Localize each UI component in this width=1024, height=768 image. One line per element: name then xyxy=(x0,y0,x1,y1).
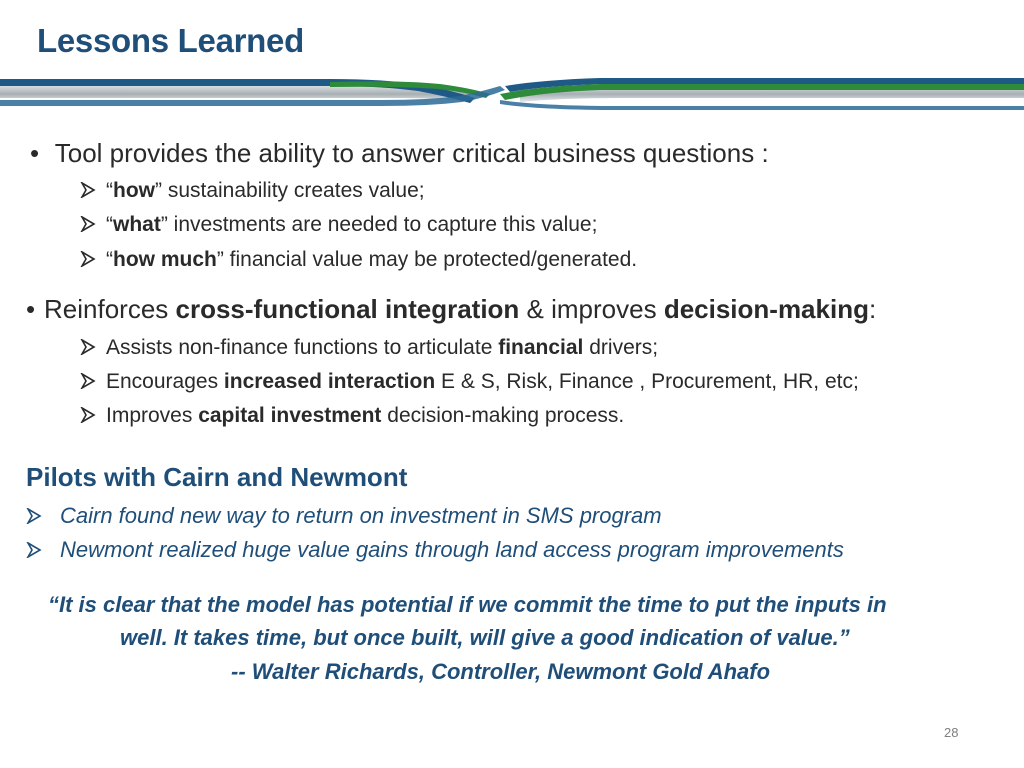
bullet-item: • Reinforces cross-functional integration & improves decision-making: xyxy=(26,294,877,324)
quote-attribution: -- Walter Richards, Controller, Newmont Gold Ahafo xyxy=(231,659,771,684)
bullet-emphasis: cross-functional integration xyxy=(175,294,520,324)
sub-bullet-emphasis: increased interaction xyxy=(223,370,436,393)
bullet-emphasis: decision-making xyxy=(663,294,869,324)
page-number: 28 xyxy=(944,725,959,740)
sub-bullet-item: Assists non-finance functions to articulate financial drivers; xyxy=(80,336,658,360)
bullet-text: Tool provides the ability to answer critical business questions : xyxy=(54,138,769,168)
arrowhead-bullet-icon xyxy=(26,542,42,558)
quote-line: “It is clear that the model has potential if we commit the time to put the inputs in xyxy=(48,592,887,617)
arrowhead-bullet-icon xyxy=(80,216,96,232)
sub-bullet-item: “how much” financial value may be protected/generated. xyxy=(80,248,637,272)
bullet-dot-icon: • xyxy=(26,294,36,324)
bullet-dot-icon: • xyxy=(30,138,40,168)
sub-bullet-emphasis: how xyxy=(113,179,155,202)
sub-bullet-emphasis: financial xyxy=(498,336,584,359)
sub-bullet-item: Improves capital investment decision-making process. xyxy=(80,404,624,428)
arrowhead-bullet-icon xyxy=(80,373,96,389)
arrowhead-bullet-icon xyxy=(26,508,42,524)
bullet-item xyxy=(30,138,769,169)
sub-bullet-emphasis: capital investment xyxy=(198,404,382,427)
sub-bullet-emphasis: what xyxy=(113,213,161,236)
slide-title: Lessons Learned xyxy=(37,22,304,59)
pilot-item: Newmont realized huge value gains through land access program improvements xyxy=(26,537,844,563)
arrowhead-bullet-icon xyxy=(80,407,96,423)
arrowhead-bullet-icon xyxy=(80,339,96,355)
sub-bullet-item: “how” sustainability creates value; xyxy=(80,179,425,203)
ribbon-divider-icon xyxy=(0,70,1024,114)
sub-bullet-item: Encourages increased interaction E & S, Risk, Finance , Procurement, HR, etc; xyxy=(80,370,859,394)
pilot-item: Cairn found new way to return on investment in SMS program xyxy=(26,503,662,529)
quote-line: well. It takes time, but once built, will give a good indication of value.” xyxy=(120,625,850,650)
section-heading: Pilots with Cairn and Newmont xyxy=(26,462,408,492)
sub-bullet-item: “what” investments are needed to capture this value; xyxy=(80,213,597,237)
arrowhead-bullet-icon xyxy=(80,182,96,198)
arrowhead-bullet-icon xyxy=(80,251,96,267)
sub-bullet-emphasis: how much xyxy=(113,248,217,271)
